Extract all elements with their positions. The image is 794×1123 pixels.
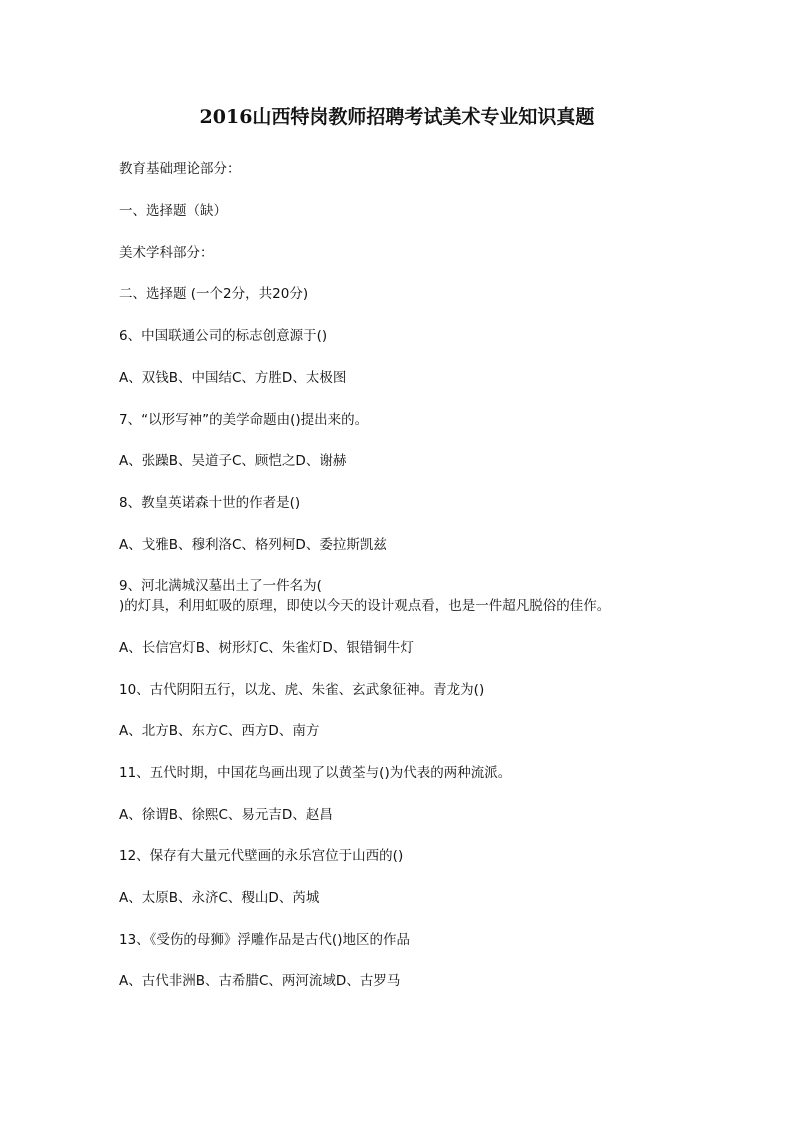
section-heading-choice-2: 二、选择题 (一个2分，共20分) [119,286,309,302]
question-9-line-1: 9、河北满城汉墓出土了一件名为( [119,578,322,594]
question-7: 7、“以形写神”的美学命题由()提出来的。 [119,412,369,428]
question-8: 8、教皇英诺森十世的作者是() [119,495,301,511]
section-heading-choice-1: 一、选择题（缺） [119,203,227,219]
options-12: A、太原B、永济C、稷山D、芮城 [119,890,320,906]
section-heading-education: 教育基础理论部分： [119,161,241,177]
options-13: A、古代非洲B、古希腊C、两河流域D、古罗马 [119,973,401,989]
question-13: 13、《受伤的母狮》浮雕作品是古代()地区的作品 [119,932,410,948]
question-11: 11、五代时期，中国花鸟画出现了以黄荃与()为代表的两种流派。 [119,765,512,781]
section-heading-art: 美术学科部分： [119,245,214,261]
options-11: A、徐谓B、徐熙C、易元吉D、赵昌 [119,807,333,823]
options-9: A、长信宫灯B、树形灯C、朱雀灯D、银错铜牛灯 [119,640,414,656]
document-title: 2016山西特岗教师招聘考试美术专业知识真题 [199,106,595,128]
question-6: 6、中国联通公司的标志创意源于() [119,328,328,344]
options-10: A、北方B、东方C、西方D、南方 [119,723,320,739]
options-6: A、双钱B、中国结C、方胜D、太极图 [119,370,347,386]
question-10: 10、古代阴阳五行，以龙、虎、朱雀、玄武象征神。青龙为() [119,682,485,698]
question-12: 12、保存有大量元代壁画的永乐宫位于山西的() [119,848,404,864]
question-9-line-2: )的灯具，利用虹吸的原理，即使以今天的设计观点看，也是一件超凡脱俗的佳作。 [119,598,611,614]
options-8: A、戈雅B、穆利洛C、格列柯D、委拉斯凯兹 [119,537,387,553]
options-7: A、张躁B、吴道子C、顾恺之D、谢赫 [119,453,347,469]
